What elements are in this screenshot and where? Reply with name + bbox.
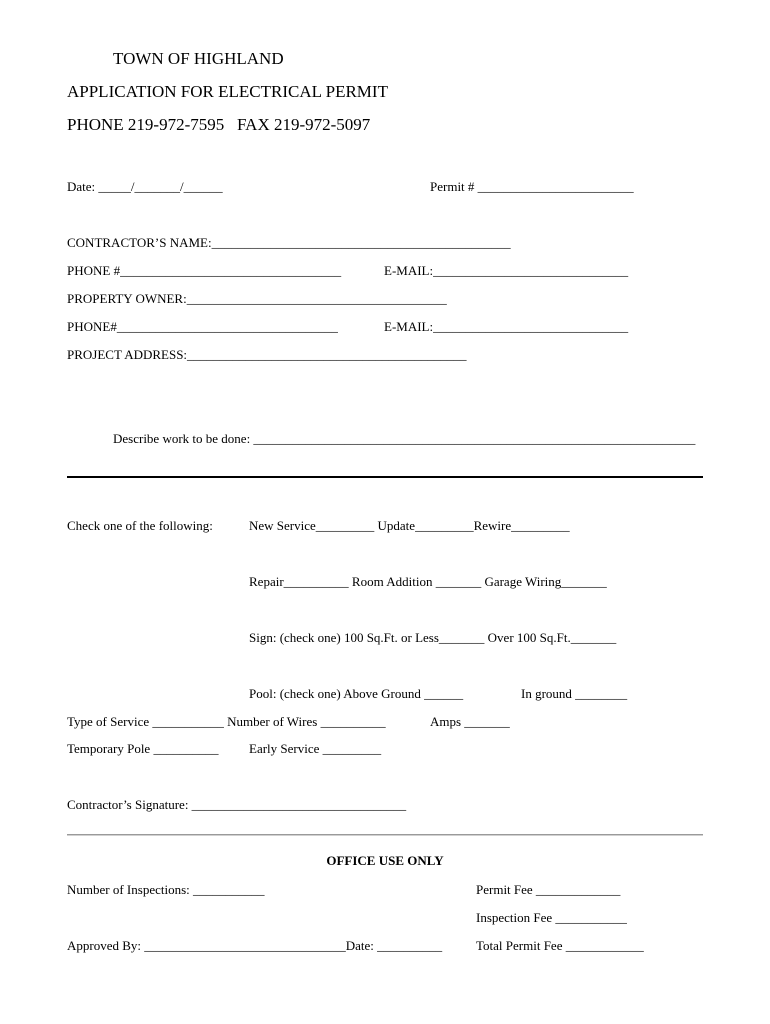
- section-divider: [67, 476, 703, 478]
- total-permit-fee-field[interactable]: Total Permit Fee ____________: [476, 938, 644, 953]
- pool-in-ground-option[interactable]: In ground ________: [521, 686, 628, 701]
- check-prompt: Check one of the following:: [67, 518, 213, 533]
- temporary-pole-field[interactable]: Temporary Pole __________: [67, 741, 219, 756]
- contractor-name-field[interactable]: CONTRACTOR’S NAME:______________________________________________: [67, 235, 511, 250]
- contractor-email-field[interactable]: E-MAIL:______________________________: [384, 263, 629, 278]
- office-divider: [67, 834, 703, 836]
- inspection-fee-field[interactable]: Inspection Fee ___________: [476, 910, 627, 925]
- contractor-phone-field[interactable]: PHONE #__________________________________: [67, 263, 342, 278]
- pool-above-ground-option[interactable]: Pool: (check one) Above Ground ______: [249, 686, 464, 701]
- town-name: TOWN OF HIGHLAND: [113, 49, 284, 68]
- approved-by-date-field[interactable]: Approved By: _______________________________Date: __________: [67, 938, 443, 953]
- contractor-signature-field[interactable]: Contractor’s Signature: _________________________________: [67, 797, 407, 812]
- repair-options-row[interactable]: Repair__________ Room Addition _______ Garage Wiring_______: [249, 574, 607, 589]
- permit-fee-field[interactable]: Permit Fee _____________: [476, 882, 621, 897]
- office-use-heading: OFFICE USE ONLY: [326, 853, 444, 868]
- early-service-field[interactable]: Early Service _________: [249, 741, 382, 756]
- property-owner-field[interactable]: PROPERTY OWNER:________________________________________: [67, 291, 447, 306]
- work-description-field[interactable]: Describe work to be done: ____________________________________________________________________: [113, 431, 696, 446]
- owner-phone-field[interactable]: PHONE#__________________________________: [67, 319, 338, 334]
- sign-options-row[interactable]: Sign: (check one) 100 Sq.Ft. or Less_______ Over 100 Sq.Ft._______: [249, 630, 617, 645]
- form-title: APPLICATION FOR ELECTRICAL PERMIT: [67, 82, 388, 101]
- owner-email-field[interactable]: E-MAIL:______________________________: [384, 319, 629, 334]
- project-address-field[interactable]: PROJECT ADDRESS:___________________________________________: [67, 347, 467, 362]
- service-type-wires-field[interactable]: Type of Service ___________ Number of Wires __________: [67, 714, 386, 729]
- inspections-count-field[interactable]: Number of Inspections: ___________: [67, 882, 265, 897]
- permit-number-field[interactable]: Permit # ________________________: [430, 179, 634, 194]
- contact-line: PHONE 219-972-7595 FAX 219-972-5097: [67, 115, 371, 134]
- date-field[interactable]: Date: _____/_______/______: [67, 179, 223, 194]
- amps-field[interactable]: Amps _______: [430, 714, 510, 729]
- service-options-row[interactable]: New Service_________ Update_________Rewire_________: [249, 518, 570, 533]
